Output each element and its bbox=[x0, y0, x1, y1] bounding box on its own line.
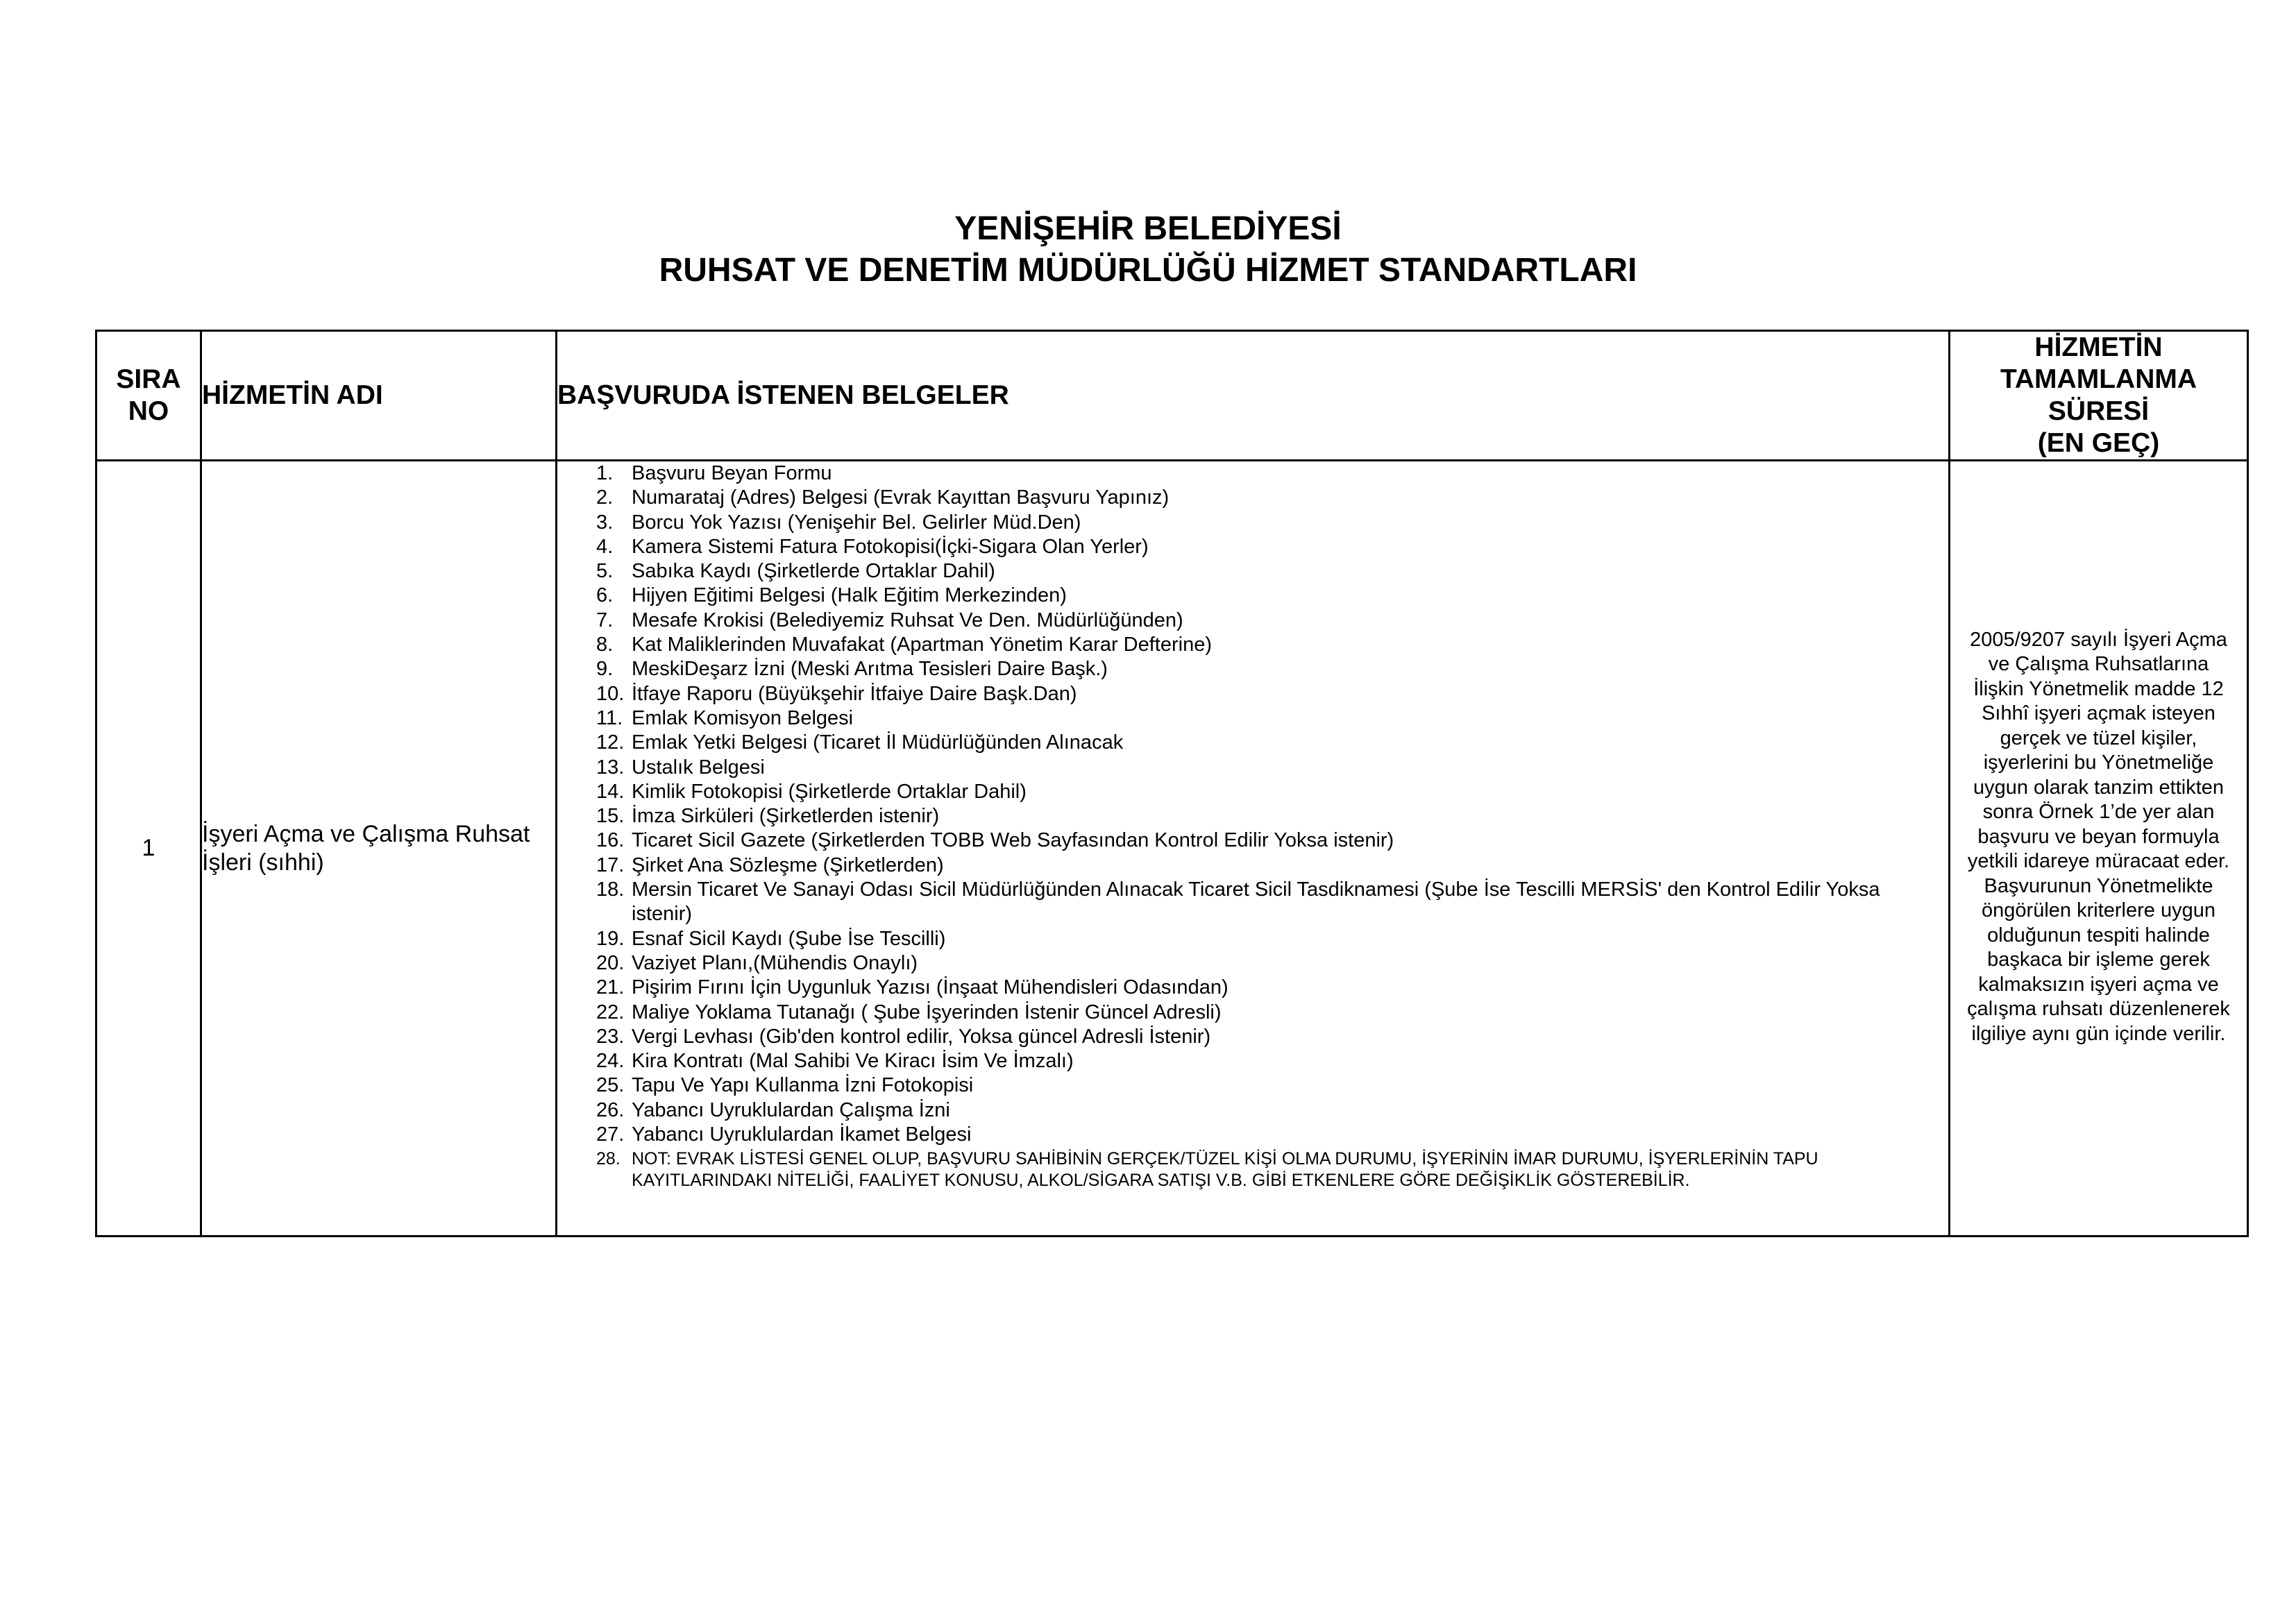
document-item-text: Pişirim Fırını İçin Uygunluk Yazısı (İnşaat Mühendisleri Odasından) bbox=[632, 976, 1229, 999]
document-item-text: Borcu Yok Yazısı (Yenişehir Bel. Gelirler Müd.Den) bbox=[632, 511, 1081, 534]
document-item-text: Kat Maliklerinden Muvafakat (Apartman Yönetim Karar Defterine) bbox=[632, 634, 1213, 656]
document-item-number: 19. bbox=[596, 927, 625, 950]
document-item-text: Maliye Yoklama Tutanağı ( Şube İşyerinden İstenir Güncel Adresli) bbox=[632, 1001, 1222, 1023]
document-title bbox=[0, 208, 2296, 291]
document-item-number: 21. bbox=[596, 976, 625, 999]
document-item-number: 1. bbox=[596, 462, 614, 484]
document-item bbox=[557, 486, 1948, 510]
table-header-row bbox=[96, 331, 2248, 461]
document-item bbox=[557, 951, 1948, 976]
document-item-number: 17. bbox=[596, 853, 625, 876]
document-item bbox=[557, 706, 1948, 731]
document-item-number: 22. bbox=[596, 1001, 625, 1023]
document-item-number: 11. bbox=[596, 706, 623, 729]
title-municipality: YENİŞEHİR BELEDİYESİ bbox=[954, 210, 1342, 247]
document-item bbox=[557, 682, 1948, 706]
document-item-text: Mersin Ticaret Ve Sanayi Odası Sicil Müdürlüğünden Alınacak Ticaret Sicil Tasdiknamesi (Şube İse Tescilli MERSİS' den Kontrol Edilir Yoksa istenir) bbox=[632, 878, 1880, 926]
document-item-number: 5. bbox=[596, 560, 614, 583]
service-name-line2: İşleri (sıhhi) bbox=[202, 849, 324, 876]
document-item-number: 13. bbox=[596, 756, 625, 779]
completion-text-line: olduğunun tespiti halinde bbox=[1987, 924, 2210, 946]
document-item-number: 3. bbox=[596, 511, 614, 534]
completion-text-line: Başvurunun Yönetmelikte bbox=[1984, 874, 2213, 897]
required-documents-cell bbox=[557, 461, 1950, 1237]
header-completion-line2: TAMAMLANMA bbox=[2000, 364, 2197, 394]
document-item-number: 18. bbox=[596, 878, 625, 901]
document-item-text: Mesafe Krokisi (Belediyemiz Ruhsat Ve Den. Müdürlüğünden) bbox=[632, 609, 1183, 631]
document-item-text: MeskiDeşarz İzni (Meski Arıtma Tesisleri Daire Başk.) bbox=[632, 658, 1108, 681]
document-item bbox=[557, 1123, 1948, 1147]
document-item-text: Vaziyet Planı,(Mühendis Onaylı) bbox=[632, 951, 918, 974]
document-item-text: Emlak Yetki Belgesi (Ticaret İl Müdürlüğünden Alınacak bbox=[632, 731, 1124, 754]
document-item-text: Şirket Ana Sözleşme (Şirketlerden) bbox=[632, 853, 944, 876]
completion-text-line: başvuru ve beyan formuyla bbox=[1977, 825, 2220, 848]
document-note-number: 28. bbox=[596, 1149, 621, 1169]
document-item-number: 7. bbox=[596, 609, 614, 631]
document-item-number: 24. bbox=[596, 1050, 625, 1073]
document-item bbox=[557, 535, 1948, 559]
document-item bbox=[557, 1049, 1948, 1073]
document-item bbox=[557, 559, 1948, 584]
header-service-name: HİZMETİN ADI bbox=[201, 331, 557, 461]
header-completion-line3: SÜRESİ bbox=[2048, 396, 2150, 426]
document-item-number: 4. bbox=[596, 535, 614, 558]
header-completion-line1: HİZMETİN bbox=[2034, 332, 2163, 362]
header-sira-no-line1: SIRA bbox=[116, 364, 181, 394]
document-item bbox=[557, 1098, 1948, 1123]
document-item-text: Kimlik Fotokopisi (Şirketlerde Ortaklar Dahil) bbox=[632, 780, 1027, 803]
completion-text-line: ilgiliye aynı gün içinde verilir. bbox=[1971, 1022, 2226, 1045]
document-note bbox=[557, 1148, 1948, 1191]
document-item bbox=[557, 731, 1948, 755]
document-item bbox=[557, 976, 1948, 1000]
document-item bbox=[557, 756, 1948, 780]
header-completion-line4: (EN GEÇ) bbox=[2037, 428, 2160, 458]
document-item-text: Kamera Sistemi Fatura Fotokopisi(İçki-Sigara Olan Yerler) bbox=[632, 535, 1149, 558]
document-item bbox=[557, 853, 1948, 878]
document-item bbox=[557, 633, 1948, 657]
document-item-number: 14. bbox=[596, 780, 625, 803]
document-item bbox=[557, 878, 1948, 927]
document-item-number: 6. bbox=[596, 584, 614, 607]
document-item-text: Kira Kontratı (Mal Sahibi Ve Kiracı İsim Ve İmzalı) bbox=[632, 1050, 1074, 1073]
document-item-number: 16. bbox=[596, 829, 625, 852]
completion-text-line: İlişkin Yönetmelik madde 12 bbox=[1973, 677, 2224, 700]
document-item bbox=[557, 780, 1948, 804]
document-item-text: Yabancı Uyruklulardan İkamet Belgesi bbox=[632, 1123, 972, 1146]
completion-text-line: işyerlerini bu Yönetmeliğe bbox=[1983, 751, 2214, 774]
document-item-text: Yabancı Uyruklulardan Çalışma İzni bbox=[632, 1098, 950, 1121]
document-item-number: 9. bbox=[596, 658, 614, 681]
completion-text-line: Sıhhî işyeri açmak isteyen bbox=[1982, 702, 2215, 725]
documents-list bbox=[557, 461, 1948, 1191]
document-item-number: 12. bbox=[596, 731, 625, 754]
document-item-text: İtfaye Raporu (Büyükşehir İtfaiye Daire Başk.Dan) bbox=[632, 682, 1077, 705]
document-item bbox=[557, 927, 1948, 951]
document-note-text: NOT: EVRAK LİSTESİ GENEL OLUP, BAŞVURU SAHİBİNİN GERÇEK/TÜZEL KİŞİ OLMA DURUMU, İŞYERİNİN İMAR DURUMU, İŞYERLERİNİN TAPU KAYITLARINDAKI NİTELİĞİ, FAALİYET KONUSU, ALKOL/SİGARA SATIŞI V.B. GİBİ ETKENLERE GÖRE DEĞİŞİKLİK GÖSTEREBİLİR. bbox=[632, 1149, 1818, 1191]
completion-text-line: yetkili idareye müracaat eder. bbox=[1967, 850, 2230, 873]
document-item bbox=[557, 511, 1948, 535]
document-item-text: Sabıka Kaydı (Şirketlerde Ortaklar Dahil) bbox=[632, 560, 995, 583]
document-item-text: Esnaf Sicil Kaydı (Şube İse Tescilli) bbox=[632, 927, 946, 950]
document-item-text: Hijyen Eğitimi Belgesi (Halk Eğitim Merkezinden) bbox=[632, 584, 1067, 607]
document-item-text: Emlak Komisyon Belgesi bbox=[632, 706, 854, 729]
row-number: 1 bbox=[96, 461, 201, 1237]
title-directorate: RUHSAT VE DENETİM MÜDÜRLÜĞÜ HİZMET STANDARTLARI bbox=[659, 252, 1637, 289]
document-item bbox=[557, 1025, 1948, 1049]
header-sira-no bbox=[96, 331, 201, 461]
document-item-text: Başvuru Beyan Formu bbox=[632, 462, 832, 484]
completion-text-line: uygun olarak tanzim ettikten bbox=[1973, 776, 2225, 799]
header-completion-time bbox=[1950, 331, 2248, 461]
document-item-number: 25. bbox=[596, 1074, 625, 1097]
document-item bbox=[557, 657, 1948, 681]
document-item-text: Vergi Levhası (Gib'den kontrol edilir, Yoksa güncel Adresli İstenir) bbox=[632, 1025, 1211, 1048]
document-item-number: 27. bbox=[596, 1123, 625, 1146]
document-item bbox=[557, 804, 1948, 829]
document-item-number: 26. bbox=[596, 1098, 625, 1121]
document-item bbox=[557, 1001, 1948, 1025]
document-item bbox=[557, 1073, 1948, 1098]
document-item-number: 2. bbox=[596, 486, 614, 509]
header-required-documents: BAŞVURUDA İSTENEN BELGELER bbox=[557, 331, 1950, 461]
document-item-number: 10. bbox=[596, 682, 625, 705]
service-standards-table bbox=[95, 330, 2249, 1237]
document-item-text: Ticaret Sicil Gazete (Şirketlerden TOBB Web Sayfasından Kontrol Edilir Yoksa istenir) bbox=[632, 829, 1394, 852]
completion-text-line: gerçek ve tüzel kişiler, bbox=[2000, 726, 2197, 749]
completion-text-line: ve Çalışma Ruhsatlarına bbox=[1988, 653, 2209, 676]
service-name-cell bbox=[201, 461, 557, 1237]
header-sira-no-line2: NO bbox=[128, 396, 169, 426]
document-item bbox=[557, 461, 1948, 486]
document-item-text: Tapu Ve Yapı Kullanma İzni Fotokopisi bbox=[632, 1074, 974, 1097]
completion-text-line: başkaca bir işleme gerek bbox=[1987, 949, 2210, 971]
completion-text-line: çalışma ruhsatı düzenlenerek bbox=[1967, 998, 2230, 1021]
document-item-number: 8. bbox=[596, 634, 614, 656]
completion-text-line: kalmaksızın işyeri açma ve bbox=[1978, 973, 2219, 996]
document-item-number: 23. bbox=[596, 1025, 625, 1048]
completion-text-line: öngörülen kriterlere uygun bbox=[1982, 899, 2215, 922]
service-name-line1: İşyeri Açma ve Çalışma Ruhsat bbox=[202, 820, 530, 847]
document-item-text: Ustalık Belgesi bbox=[632, 756, 765, 779]
completion-text-line: sonra Örnek 1’de yer alan bbox=[1982, 801, 2215, 824]
document-item-text: Numarataj (Adres) Belgesi (Evrak Kayıttan Başvuru Yapınız) bbox=[632, 486, 1170, 509]
document-item bbox=[557, 829, 1948, 853]
table-row bbox=[96, 461, 2248, 1237]
document-item bbox=[557, 609, 1948, 633]
document-item-text: İmza Sirküleri (Şirketlerden istenir) bbox=[632, 805, 940, 828]
completion-text-line: 2005/9207 sayılı İşyeri Açma bbox=[1970, 628, 2227, 651]
document-item bbox=[557, 584, 1948, 608]
completion-time-cell bbox=[1950, 450, 2248, 1225]
document-item-number: 20. bbox=[596, 951, 625, 974]
document-item-number: 15. bbox=[596, 805, 625, 828]
